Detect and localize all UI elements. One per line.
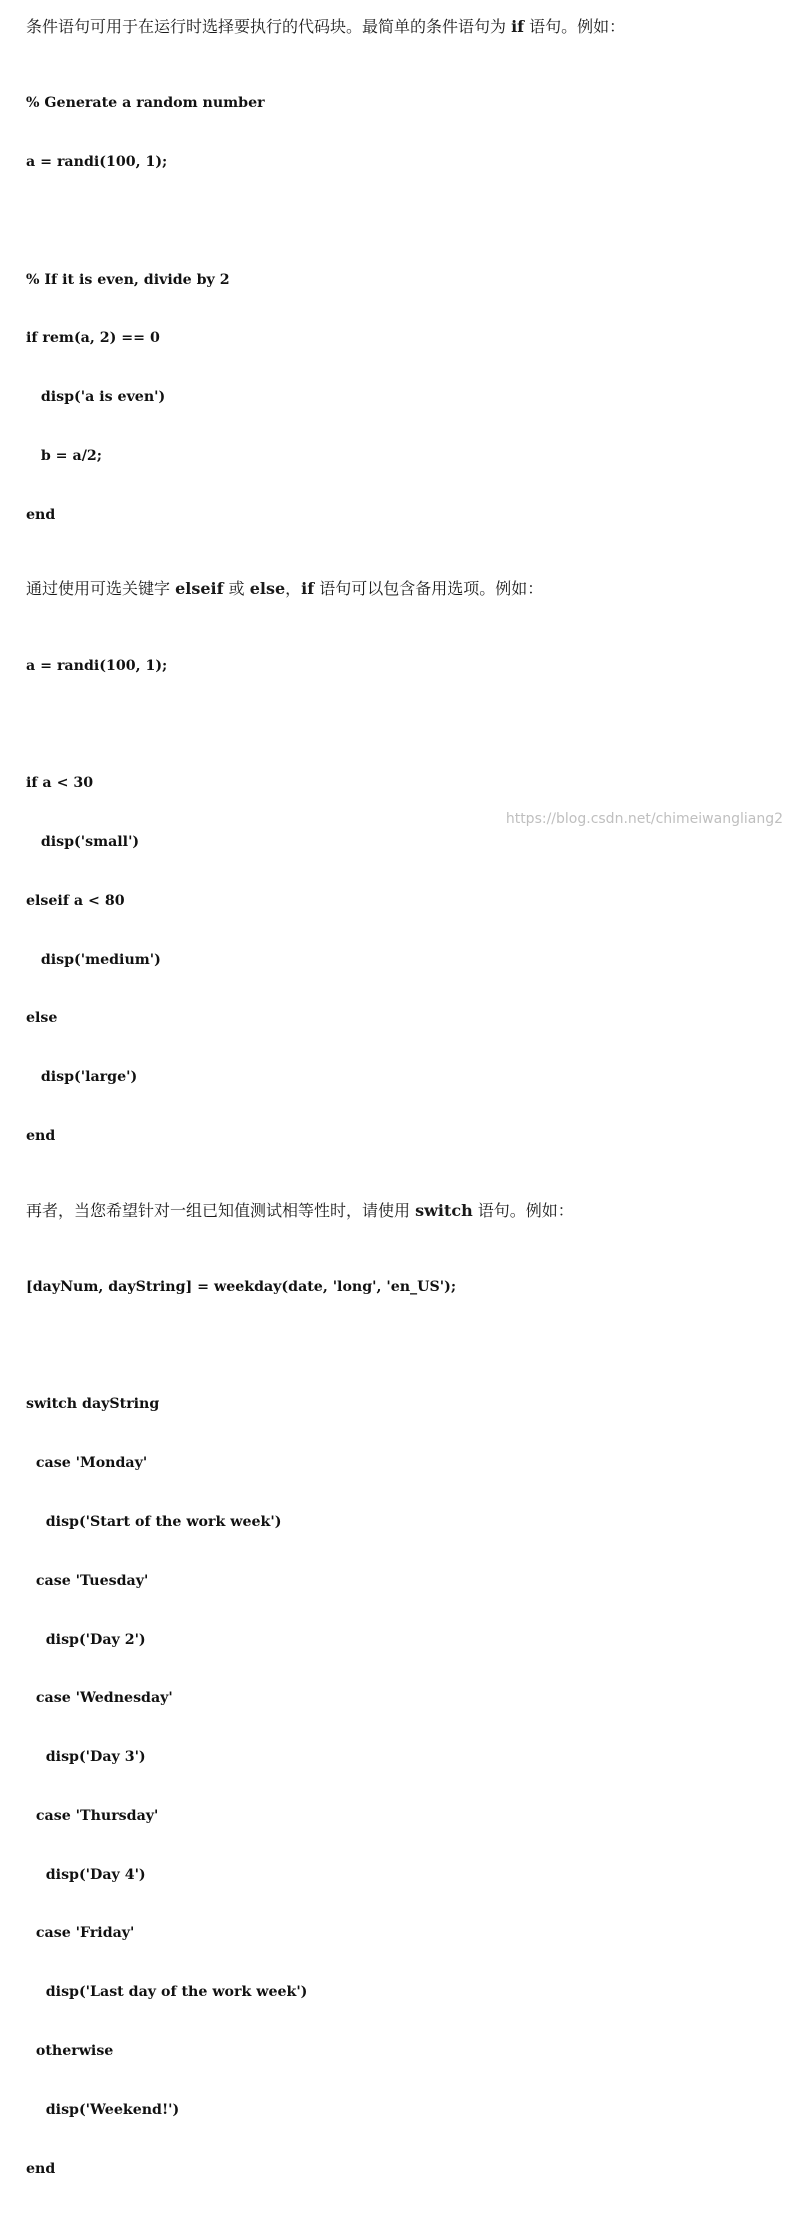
code-line (26, 715, 786, 735)
paragraph-text: ， (285, 579, 302, 599)
code-line: if rem(a, 2) == 0 (26, 330, 160, 347)
code-line: disp('Start of the work week') (26, 1513, 282, 1530)
code-line: disp('medium') (26, 951, 161, 968)
code-line: a = randi(100, 1); (26, 657, 168, 674)
code-line: otherwise (26, 2043, 114, 2059)
code-line: end (26, 506, 56, 523)
paragraph-text: 语句。例如： (524, 17, 626, 36)
paragraph-text: 语句。例如： (472, 1200, 574, 1220)
code-line: disp('Day 3') (26, 1749, 146, 1766)
keyword-if: if (301, 579, 315, 599)
paragraph-text: 条件语句可用于在运行时选择要执行的代码块。最简单的条件语句为 (26, 17, 512, 36)
code-line (26, 1337, 786, 1357)
code-line: disp('small') (26, 833, 140, 850)
code-line: disp('large') (26, 1069, 138, 1086)
watermark-url: https://blog.csdn.net/chimeiwangliang2 (505, 811, 783, 827)
code-block-switch (26, 1239, 786, 2218)
paragraph-text: 或 (223, 579, 250, 599)
keyword-if: if (511, 17, 525, 36)
paragraph-if-intro (26, 17, 786, 37)
code-line (26, 212, 786, 232)
document-body (26, 0, 786, 2218)
code-line: case 'Friday' (26, 1925, 135, 1942)
code-line: case 'Wednesday' (26, 1690, 173, 1707)
paragraph-text: 通过使用可选关键字 (26, 579, 176, 599)
code-line: if a < 30 (26, 775, 94, 792)
keyword-elseif: elseif (175, 579, 224, 599)
code-line: disp('Day 2') (26, 1631, 146, 1648)
code-block-if (26, 55, 786, 564)
keyword-switch: switch (415, 1200, 473, 1220)
code-line: case 'Thursday' (26, 1807, 159, 1824)
code-line: end (26, 2160, 56, 2177)
code-line: a = randi(100, 1); (26, 153, 168, 170)
code-line: disp('Day 4') (26, 1866, 146, 1883)
code-line: case 'Monday' (26, 1455, 148, 1472)
code-line: end (26, 1127, 56, 1144)
code-line: [dayNum, dayString] = weekday(date, 'long', 'en_US'); (26, 1278, 457, 1295)
code-line: % Generate a random number (26, 95, 265, 112)
code-line: switch dayString (26, 1396, 160, 1413)
code-line: disp('a is even') (26, 389, 166, 406)
code-line: elseif a < 80 (26, 892, 125, 909)
code-line: disp('Last day of the work week') (26, 1984, 308, 2001)
paragraph-elseif-intro (26, 579, 786, 599)
paragraph-text: 语句可以包含备用选项。例如： (314, 579, 544, 599)
code-line: b = a/2; (26, 447, 102, 464)
keyword-else: else (249, 579, 286, 599)
code-line: % If it is even, divide by 2 (26, 271, 230, 288)
code-line: else (26, 1010, 58, 1027)
code-block-elseif (26, 617, 786, 1185)
paragraph-text: 再者，当您希望针对一组已知值测试相等性时，请使用 (26, 1200, 416, 1220)
code-line: disp('Weekend!') (26, 2101, 180, 2118)
code-line: case 'Tuesday' (26, 1572, 149, 1589)
paragraph-switch-intro (26, 1201, 786, 1221)
